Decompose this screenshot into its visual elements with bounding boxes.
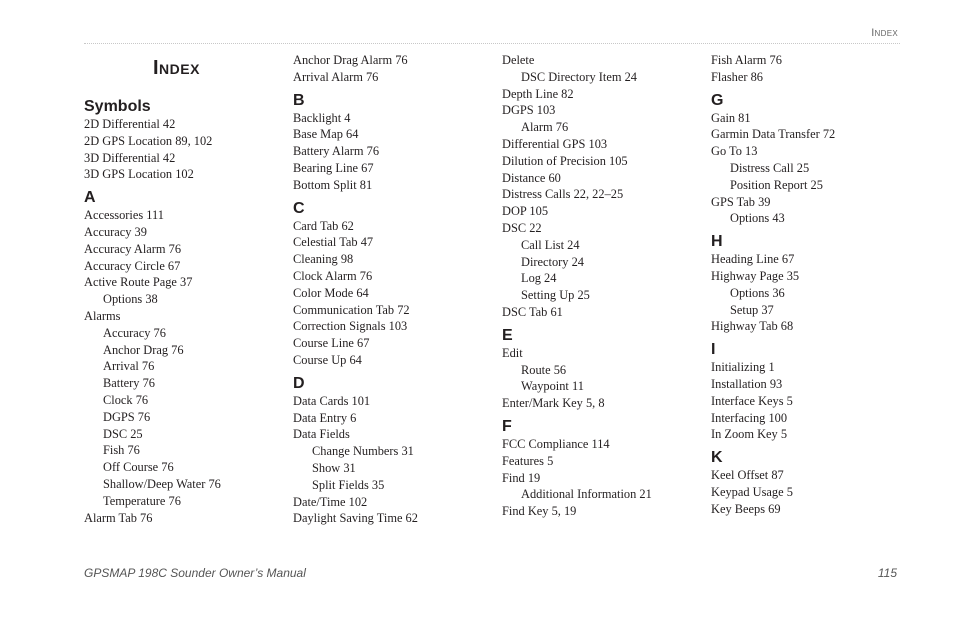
- index-column-1: [84, 52, 284, 526]
- index-entry: Alarm Tab 76: [84, 510, 153, 525]
- index-entry: Flasher 86: [711, 69, 763, 84]
- index-entry: Base Map 64: [293, 127, 359, 142]
- index-entry: Depth Line 82: [502, 86, 574, 101]
- index-entry: Arrival Alarm 76: [293, 69, 379, 84]
- index-entry: Accuracy Circle 67: [84, 258, 181, 273]
- index-entry: DGPS 103: [502, 103, 556, 118]
- section-heading: D: [293, 374, 305, 392]
- index-entry: Distance 60: [502, 170, 561, 185]
- section-heading: H: [711, 233, 723, 251]
- footer-page-number: 115: [877, 566, 897, 580]
- index-entry: Data Entry 6: [293, 410, 357, 425]
- index-subentry: Change Numbers 31: [312, 444, 414, 459]
- section-heading: Symbols: [84, 98, 151, 115]
- page-title: Index: [153, 57, 200, 79]
- index-entry: Accuracy Alarm 76: [84, 241, 182, 256]
- index-entry: Edit: [502, 345, 523, 360]
- index-entry: Garmin Data Transfer 72: [711, 127, 836, 142]
- index-entry: Daylight Saving Time 62: [293, 511, 418, 526]
- index-subentry: Accuracy 76: [103, 325, 166, 340]
- index-subentry: Setup 37: [730, 302, 774, 317]
- index-entry: DSC Tab 61: [502, 304, 563, 319]
- index-entry: Anchor Drag Alarm 76: [293, 53, 408, 67]
- index-subentry: Options 36: [730, 285, 785, 300]
- index-entry: Installation 93: [711, 376, 783, 391]
- index-entry: FCC Compliance 114: [502, 436, 610, 451]
- index-subentry: DSC Directory Item 24: [521, 69, 637, 84]
- section-heading: A: [84, 189, 96, 207]
- section-heading: E: [502, 326, 513, 344]
- index-entry: 3D Differential 42: [84, 150, 176, 165]
- index-entry: Color Mode 64: [293, 285, 369, 300]
- index-entry: Backlight 4: [293, 110, 351, 125]
- index-entry: Key Beeps 69: [711, 501, 781, 516]
- index-subentry: Options 43: [730, 211, 785, 226]
- index-column-3: [502, 52, 702, 520]
- index-entry: Data Fields: [293, 427, 350, 442]
- index-entry: Communication Tab 72: [293, 302, 410, 317]
- index-subentry: Fish 76: [103, 443, 140, 458]
- index-entry: Highway Page 35: [711, 268, 800, 283]
- section-heading: K: [711, 449, 723, 467]
- index-entry: Distress Calls 22, 22–25: [502, 187, 624, 202]
- section-heading: I: [711, 341, 716, 359]
- index-subentry: Shallow/Deep Water 76: [103, 476, 221, 491]
- index-subentry: DGPS 76: [103, 409, 151, 424]
- index-entry: Interface Keys 5: [711, 393, 793, 408]
- index-subentry: Additional Information 21: [521, 487, 652, 502]
- index-subentry: Arrival 76: [103, 359, 155, 374]
- index-subentry: Battery 76: [103, 376, 155, 391]
- index-entry: Course Up 64: [293, 352, 362, 367]
- index-entry: Cleaning 98: [293, 252, 354, 267]
- index-entry: 2D GPS Location 89, 102: [84, 133, 213, 148]
- section-heading: F: [502, 417, 512, 435]
- index-subentry: Setting Up 25: [521, 288, 590, 303]
- index-entry: Battery Alarm 76: [293, 144, 380, 159]
- index-entry: Differential GPS 103: [502, 136, 608, 151]
- index-subentry: Alarm 76: [521, 120, 569, 135]
- index-subentry: Show 31: [312, 460, 356, 475]
- index-entry: Bearing Line 67: [293, 160, 374, 175]
- footer-manual-title: GPSMAP 198C Sounder Owner’s Manual: [84, 566, 306, 580]
- index-entry: Initializing 1: [711, 360, 775, 375]
- section-heading: G: [711, 91, 724, 109]
- running-head: Index: [871, 27, 898, 39]
- index-entry: Course Line 67: [293, 336, 370, 351]
- index-entry: Gain 81: [711, 110, 751, 125]
- index-entry: Clock Alarm 76: [293, 268, 373, 283]
- index-entry: Find 19: [502, 470, 541, 485]
- index-entry: Active Route Page 37: [84, 275, 193, 290]
- index-entry: Celestial Tab 47: [293, 235, 374, 250]
- index-entry: Bottom Split 81: [293, 177, 373, 192]
- index-subentry: Options 38: [103, 292, 158, 307]
- index-subentry: Position Report 25: [730, 177, 823, 192]
- index-subentry: Log 24: [521, 271, 557, 286]
- index-entry: Highway Tab 68: [711, 319, 794, 334]
- section-heading: B: [293, 91, 305, 109]
- index-subentry: Directory 24: [521, 254, 584, 269]
- index-entry: DOP 105: [502, 204, 549, 219]
- index-entry: GPS Tab 39: [711, 194, 771, 209]
- index-column-4: [711, 52, 911, 518]
- index-subentry: Call List 24: [521, 237, 580, 252]
- index-entry: Accessories 111: [84, 208, 164, 223]
- index-entry: Correction Signals 103: [293, 319, 408, 334]
- index-entry: In Zoom Key 5: [711, 427, 788, 442]
- index-entry: Fish Alarm 76: [711, 53, 782, 67]
- index-entry: Interfacing 100: [711, 410, 788, 425]
- index-entry: Card Tab 62: [293, 218, 354, 233]
- index-subentry: Distress Call 25: [730, 160, 810, 175]
- index-subentry: DSC 25: [103, 426, 143, 441]
- index-subentry: Clock 76: [103, 392, 149, 407]
- index-subentry: Temperature 76: [103, 493, 181, 508]
- index-entry: Date/Time 102: [293, 494, 368, 509]
- index-entry: Keel Offset 87: [711, 468, 784, 483]
- index-subentry: Anchor Drag 76: [103, 342, 184, 357]
- index-entry: Data Cards 101: [293, 393, 371, 408]
- index-entry: 3D GPS Location 102: [84, 167, 194, 182]
- index-column-2: [293, 52, 493, 527]
- index-subentry: Route 56: [521, 362, 567, 377]
- index-entry: Go To 13: [711, 144, 758, 159]
- index-entry: Heading Line 67: [711, 252, 795, 267]
- index-subentry: Waypoint 11: [521, 379, 584, 394]
- index-entry: Enter/Mark Key 5, 8: [502, 396, 605, 411]
- index-entry: Find Key 5, 19: [502, 504, 577, 519]
- header-rule: [84, 43, 900, 44]
- index-entry: DSC 22: [502, 220, 542, 235]
- section-heading: C: [293, 199, 305, 217]
- index-subentry: Split Fields 35: [312, 477, 385, 492]
- index-entry: Alarms: [84, 308, 121, 323]
- index-entry: Keypad Usage 5: [711, 484, 793, 499]
- index-entry: Features 5: [502, 453, 554, 468]
- index-entry: Accuracy 39: [84, 224, 147, 239]
- index-subentry: Off Course 76: [103, 460, 174, 475]
- index-entry: 2D Differential 42: [84, 117, 176, 131]
- index-entry: Delete: [502, 53, 535, 67]
- index-entry: Dilution of Precision 105: [502, 153, 628, 168]
